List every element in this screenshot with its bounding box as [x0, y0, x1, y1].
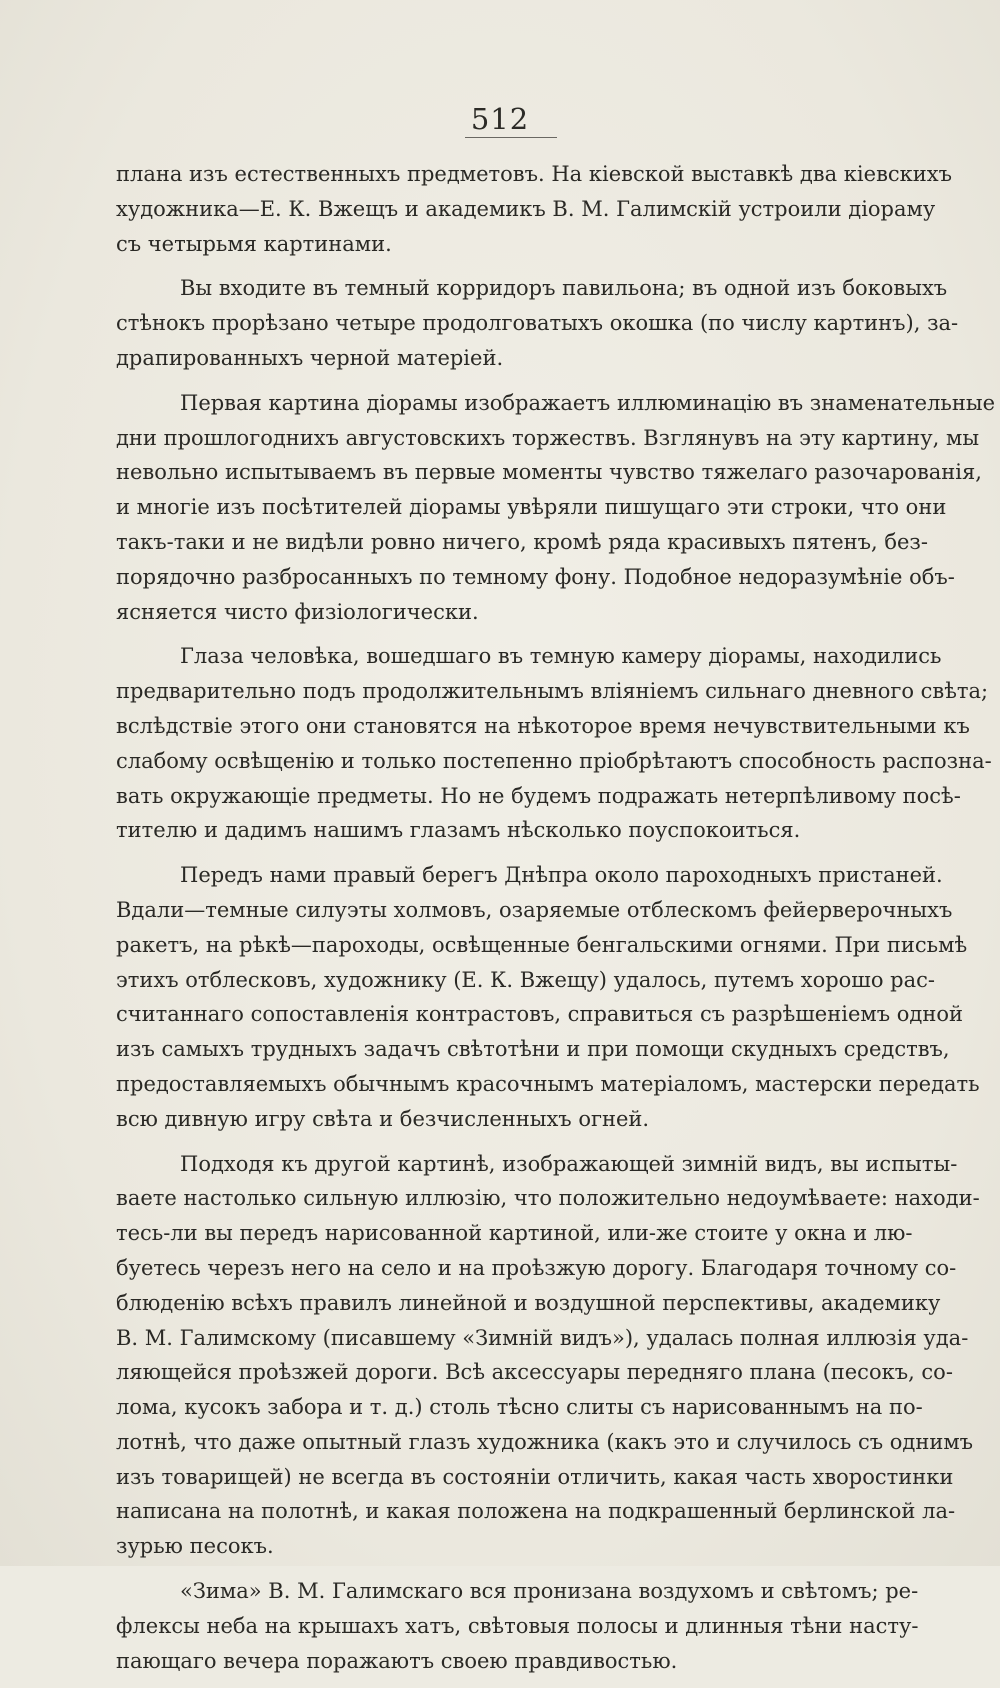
- text-line: тителю и дадимъ нашимъ глазамъ нѣсколько поуспокоиться.: [116, 818, 801, 843]
- text-line: этихъ отблесковъ, художнику (Е. К. Вжещу) удалось, путемъ хорошо рас-: [116, 967, 935, 992]
- page-number-rule: [465, 137, 557, 138]
- text-line: всю дивную игру свѣта и безчисленныхъ огней.: [116, 1106, 650, 1131]
- text-line: Вы входите въ темный корридоръ павильона; въ одной изъ боковыхъ: [180, 276, 948, 301]
- text-line: Подходя къ другой картинѣ, изображающей зимній видъ, вы испыты-: [180, 1151, 958, 1176]
- text-line: лома, кусокъ забора и т. д.) столь тѣсно слиты съ нарисованнымъ на по-: [116, 1395, 923, 1420]
- text-line: Первая картина діорамы изображаетъ иллюминацію въ знаменательные: [180, 390, 995, 415]
- text-line: Глаза человѣка, вошедшаго въ темную камеру діорамы, находились: [180, 644, 942, 669]
- paragraph: [116, 1574, 919, 1678]
- text-line: драпированныхъ черной матеріей.: [116, 345, 504, 370]
- text-line: зурью песокъ.: [116, 1534, 274, 1559]
- text-line: вать окружающіе предметы. Но не будемъ подражать нетерпѣливому посѣ-: [116, 783, 961, 808]
- text-line: буетесь черезъ него на село и на проѣзжую дорогу. Благодаря точному со-: [116, 1255, 957, 1280]
- text-line: Передъ нами правый берегъ Днѣпра около пароходныхъ пристаней.: [180, 863, 943, 888]
- page-number: 512: [470, 102, 530, 136]
- text-line: ваете настолько сильную иллюзію, что положительно недоумѣваете: находи-: [116, 1186, 980, 1211]
- paragraph: [116, 1147, 980, 1565]
- text-line: плана изъ естественныхъ предметовъ. На кіевской выставкѣ два кіевскихъ: [116, 162, 952, 186]
- body-text: [116, 157, 995, 1688]
- text-line: невольно испытываемъ въ первые моменты чувство тяжелаго разочарованія,: [116, 460, 982, 485]
- text-line: предоставляемыхъ обычнымъ красочнымъ матеріаломъ, мастерски передать: [116, 1071, 980, 1096]
- text-line: стѣнокъ прорѣзано четыре продолговатыхъ окошка (по числу картинъ), за-: [116, 311, 959, 336]
- text-line: пающаго вечера поражаютъ своею правдивостью.: [116, 1648, 678, 1673]
- text-line: тесь-ли вы передъ нарисованной картиной, или-же стоите у окна и лю-: [116, 1221, 913, 1246]
- text-line: съ четырьмя картинами.: [116, 231, 392, 256]
- text-line: предварительно подъ продолжительнымъ вліяніемъ сильнаго дневного свѣта;: [116, 679, 989, 704]
- text-line: написана на полотнѣ, и какая положена на подкрашенный берлинской ла-: [116, 1499, 956, 1524]
- paragraph: [116, 386, 995, 630]
- text-line: ляющейся проѣзжей дороги. Всѣ аксессуары передняго плана (песокъ, со-: [116, 1360, 953, 1385]
- paragraph: [116, 157, 952, 261]
- text-line: В. М. Галимскому (писавшему «Зимній видъ»), удалась полная иллюзія уда-: [116, 1325, 969, 1350]
- text-line: порядочно разбросанныхъ по темному фону. Подобное недоразумѣніе объ-: [116, 564, 955, 589]
- text-line: изъ товарищей) не всегда въ состояніи отличить, какая часть хворостинки: [116, 1464, 954, 1489]
- text-line: Вдали—темные силуэты холмовъ, озаряемые отблескомъ фейерверочныхъ: [116, 897, 953, 922]
- paragraph: [116, 858, 980, 1136]
- text-line: слабому освѣщенію и только постепенно пріобрѣтаютъ способность распозна-: [116, 748, 992, 773]
- text-line: изъ самыхъ трудныхъ задачъ свѣтотѣни и при помощи скудныхъ средствъ,: [116, 1037, 950, 1062]
- text-line: и многіе изъ посѣтителей діорамы увѣряли пишущаго эти строки, что они: [116, 495, 947, 520]
- text-line: блюденію всѣхъ правилъ линейной и воздушной перспективы, академику: [116, 1290, 941, 1315]
- text-line: вслѣдствіе этого они становятся на нѣкоторое время нечувствительными къ: [116, 713, 970, 738]
- text-line: дни прошлогоднихъ августовскихъ торжествъ. Взглянувъ на эту картину, мы: [116, 425, 980, 450]
- text-line: флексы неба на крышахъ хатъ, свѣтовыя полосы и длинныя тѣни насту-: [116, 1613, 919, 1638]
- text-line: художника—Е. К. Вжещъ и академикъ В. М. Галимскій устроили діораму: [116, 196, 936, 221]
- paragraph: [116, 271, 959, 375]
- text-line: лотнѣ, что даже опытный глазъ художника (какъ это и случилось съ однимъ: [116, 1429, 974, 1454]
- text-line: считаннаго сопоставленія контрастовъ, справиться съ разрѣшеніемъ одной: [116, 1002, 963, 1027]
- paragraph: [116, 639, 992, 848]
- text-line: ракетъ, на рѣкѣ—пароходы, освѣщенные бенгальскими огнями. При письмѣ: [116, 932, 968, 957]
- text-line: ясняется чисто физіологически.: [116, 599, 479, 624]
- text-line: такъ-таки и не видѣли ровно ничего, кромѣ ряда красивыхъ пятенъ, без-: [116, 529, 928, 554]
- text-line: «Зима» В. М. Галимскаго вся пронизана воздухомъ и свѣтомъ; ре-: [180, 1579, 919, 1604]
